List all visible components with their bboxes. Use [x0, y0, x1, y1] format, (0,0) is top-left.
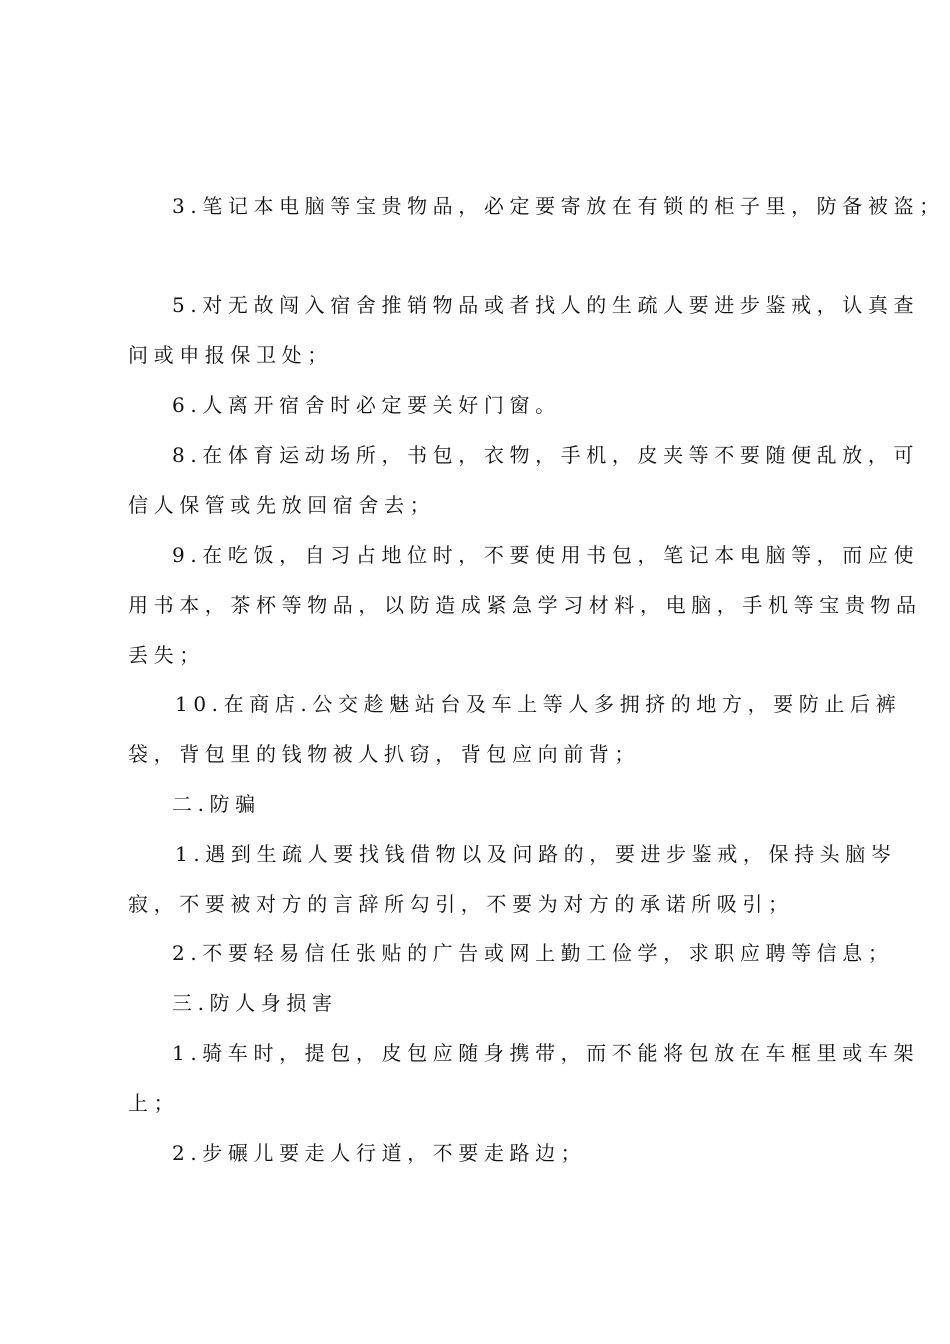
- text-line: 寂，不要被对方的言辞所勾引，不要为对方的承诺所吸引；: [128, 892, 794, 916]
- text-line: 6.人离开宿舍时必定要关好门窗。: [172, 393, 561, 417]
- text-line: 2.步碾儿要走人行道，不要走路边；: [172, 1141, 587, 1165]
- text-line: 信人保管或先放回宿舍去；: [128, 493, 436, 517]
- text-line: 2.不要轻易信任张贴的广告或网上勤工俭学，求职应聘等信息；: [172, 941, 894, 965]
- text-line: 用书本，茶杯等物品，以防造成紧急学习材料，电脑，手机等宝贵物品: [128, 593, 922, 617]
- text-line: 10.在商店.公交趁魅站台及车上等人多拥挤的地方，要防止后裤: [175, 692, 902, 716]
- text-line: 5.对无故闯入宿舍推销物品或者找人的生疏人要进步鉴戒，认真查: [172, 293, 920, 317]
- text-line: 8.在体育运动场所，书包，衣物，手机，皮夹等不要随便乱放，可: [172, 443, 920, 467]
- text-line: 丢失；: [128, 643, 205, 667]
- text-line: 1.骑车时，提包，皮包应随身携带，而不能将包放在车框里或车架: [172, 1041, 920, 1065]
- text-line: 9.在吃饭，自习占地位时，不要使用书包，笔记本电脑等，而应使: [172, 543, 920, 567]
- section-heading: 三.防人身损害: [172, 991, 338, 1015]
- section-heading: 二.防骗: [172, 792, 261, 816]
- text-line: 袋，背包里的钱物被人扒窃，背包应向前背；: [128, 742, 640, 766]
- text-line: 上；: [128, 1091, 180, 1115]
- text-line: 1.遇到生疏人要找钱借物以及问路的，要进步鉴戒，保持头脑岑: [175, 842, 897, 866]
- text-line: 3.笔记本电脑等宝贵物品，必定要寄放在有锁的柜子里，防备被盗；: [172, 194, 945, 218]
- text-line: 问或申报保卫处；: [128, 343, 333, 367]
